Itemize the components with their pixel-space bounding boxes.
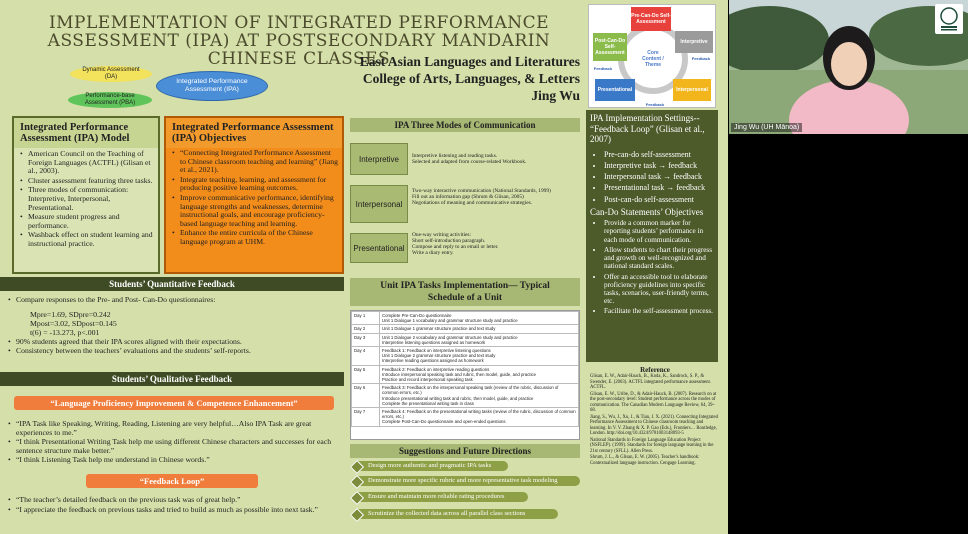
references: [590, 366, 720, 532]
task-cell: [380, 347, 579, 366]
cycle-interpretive: Interpretive: [675, 31, 713, 53]
cycle-presentational: Presentational: [595, 79, 635, 101]
mode-presentational: Presentational: [350, 233, 408, 263]
ipa-model-heading: Integrated Performance Assessment (IPA) Model: [14, 118, 158, 148]
table-row: [352, 408, 579, 427]
settings-list: [586, 148, 718, 204]
list-item: • Presentational task → feedback: [604, 183, 718, 192]
list-item: • Compare responses to the Pre- and Post- Can-Do questionnaires:: [6, 296, 338, 305]
list-item: • American Council on the Teaching of Foreign Languages (ACTFL) (Glisan et al., 2003).: [18, 150, 154, 176]
quant-heading: Students’ Quantitative Feedback: [0, 277, 344, 291]
list-item: • Three modes of communication: Interpretive, Interpersonal, Presentational.: [18, 186, 154, 212]
list-item: • “I think Presentational Writing Task help me using different Chinese characters and successes for each sentence structure make better.”: [6, 438, 342, 455]
mode-desc-line: Negotiations of meaning and communicative strategies.: [412, 200, 533, 206]
task-line: Feedback 4: Feedback on the presentational writing tasks (review of the rubric, discussion of common errors, etc.): [382, 409, 576, 420]
cycle-feedback-label: Feedback: [593, 65, 613, 71]
mode-desc-line: Short self-introduction paragraph.: [412, 238, 486, 244]
day-cell: Day 7: [352, 408, 380, 427]
participant-name: Jing Wu (UH Mānoa): [731, 123, 802, 132]
reference-item: Glisan, E. W., Uribe, D., & Adair-Hauck, B. (2007). Research on at the post-secondary level: Student performance across the modes of communication. The Canadian Modern Language Review, 64, 39–68.: [590, 391, 717, 413]
can-do-heading: Can-Do Statements’ Objectives: [590, 206, 704, 217]
future-item-2: Demonstrate more specific rubric and more representative task modeling: [358, 476, 580, 486]
list-item: • 90% students agreed that their IPA scores aligned with their expectations.: [6, 338, 338, 347]
schedule-table: [350, 310, 580, 440]
mode-desc-line: One-way writing activities:: [412, 232, 471, 238]
day-cell: Day 1: [352, 312, 380, 325]
feedback-cycle-diagram: [588, 4, 716, 108]
future-item-4: Scrutinize the collected data across all parallel class sections: [358, 509, 558, 519]
list-item: • Washback effect on student learning and instructional practice.: [18, 231, 154, 248]
reference-item: National Standards in Foreign Language Education Project (NSFLEP). (1999). Standards for foreign language learning in the 21st century (SFLL). Allen Press.: [590, 437, 714, 454]
task-line: Introduce presentational writing task and rubric, then model, guide, and practice: [382, 395, 534, 401]
task-line: Interpretive reading questions assigned as homework: [382, 358, 484, 364]
list-item: • Facilitate the self-assessment process.: [604, 307, 716, 315]
table-row: [352, 312, 579, 325]
list-item: • Integrate teaching, learning, and assessment for producing positive learning outcomes.: [170, 176, 338, 193]
cycle-core-content: Core Content / Theme: [642, 50, 664, 68]
mode-desc-line: Two-way interactive communication (National Standards, 1999): [412, 188, 551, 194]
task-line: Interpretive listening questions assigned as homework: [382, 339, 486, 345]
reference-item: Glisan, E. W., Adair-Hauck, B., Koda, K., Sandrock, S. P., & Swender, E. (2003). ACTFL integrated performance assessment. ACTFL.: [590, 374, 711, 390]
task-cell: [380, 325, 579, 333]
ipa-model-box: [12, 116, 160, 274]
dept-line-1: East Asian Languages and Literatures: [359, 54, 580, 69]
task-cell: [380, 365, 579, 384]
table-row: [352, 365, 579, 384]
task-line: Feedback 3: Feedback on the interpersonal speaking task (review of the rubric, discussion of common errors, etc.): [382, 385, 559, 396]
list-item: • “Connecting Integrated Performance Assessment to Chinese classroom teaching and learning” (Jiang et al., 2021).: [170, 149, 338, 175]
stat-t: t(6) = -13.273, p<.001: [30, 327, 100, 337]
task-line: Complete Post-Can-Do questionnaire and open-ended questions: [382, 419, 506, 425]
task-line: Feedback 2: Feedback on interpretive reading questions: [382, 366, 490, 372]
day-cell: Day 2: [352, 325, 380, 333]
list-item: • Allow students to chart their progress and growth on well-recognized and national standard scales.: [604, 246, 716, 271]
list-item: • Interpersonal task → feedback: [604, 172, 718, 181]
table-row: [352, 325, 579, 333]
reference-item: Shrum, J. L., & Glisan, E. W. (2005). Teacher's handbook: Contextualized language instruction. Cengage Learning.: [590, 455, 700, 466]
task-cell: [380, 312, 579, 325]
task-line: Complete the presentational writing task in class: [382, 400, 474, 406]
oval-ipa: Integrated Performance Assessment (IPA): [156, 71, 268, 101]
task-line: Complete Pre-Can-Do questionnaire: [382, 313, 452, 318]
day-cell: Day 6: [352, 384, 380, 408]
day-cell: Day 5: [352, 365, 380, 384]
settings-box: [586, 110, 718, 362]
settings-heading: IPA Implementation Settings-- “Feedback Loop” (Glisan et al., 2007): [590, 113, 705, 144]
author-name: Jing Wu: [531, 88, 580, 103]
reference-item: Jiang, S., Wu, J., Xu, J., & Tian, J. X. (2021). Connecting Integrated Performance Assessment to Chinese classroom teaching and learning. In V. V. Zhang & X. P. Gao (Eds.), Frontiers… Routledge, London. http://doi.org/10.4324/9781003148093-5: [590, 414, 718, 436]
mode-interpretive-desc: [412, 153, 577, 165]
ipa-objectives-box: [164, 116, 344, 274]
schedule-heading: Unit IPA Tasks Implementation— Typical Schedule of a Unit: [350, 278, 580, 306]
task-line: Unit 1 Dialogue 1 vocabulary and grammar structure study and practice: [382, 318, 518, 324]
future-item-3: Ensure and maintain more reliable rating procedures: [358, 492, 528, 502]
qual-quotes-2: [6, 496, 342, 515]
mode-desc-line: Fill out an information gap (Shrum & Glisan, 2005): [412, 194, 524, 200]
mode-desc-line: Selected and adapted from course-related Workbook.: [412, 159, 527, 165]
cycle-feedback-label: Feedback: [691, 55, 711, 61]
mode-presentational-desc: [412, 232, 577, 256]
task-line: Introduce interpersonal speaking task and rubric, then model, guide, and practice: [382, 371, 537, 377]
oval-dynamic-assessment: Dynamic Assessment (DA): [70, 66, 152, 82]
webcam-video: [729, 0, 968, 134]
list-item: • “The teacher’s detailed feedback on the previous task was of great help.”: [6, 496, 342, 505]
cycle-pre-can-do: Pre-Can-Do Self-Assessment: [631, 7, 671, 31]
ipa-objectives-list: [166, 148, 342, 249]
task-line: Unit 1 Dialogue 1 grammar structure practice and text study: [382, 326, 496, 332]
task-line: Practice and record interpersonal speaking task: [382, 377, 473, 383]
mode-interpersonal: Interpersonal: [350, 185, 408, 223]
table-row: [352, 347, 579, 366]
cycle-feedback-label: Feedback: [645, 101, 665, 107]
task-line: Unit 1 Dialogue 2 vocabulary and grammar structure study and practice: [382, 334, 518, 340]
list-item: • “I appreciate the feedback on previous tasks and tried to build as much as possible into next task.”: [6, 506, 342, 515]
table-row: [352, 384, 579, 408]
list-item: • “I think Listening Task help me understand in Chinese words.”: [6, 456, 342, 465]
qual-sub2: “Feedback Loop”: [86, 474, 258, 488]
future-item-1: Design more authentic and pragmatic IPA tasks: [358, 461, 508, 471]
qual-quotes-1: [6, 420, 342, 466]
mode-desc-line: Interpretive listening and reading tasks.: [412, 153, 498, 159]
table-row: [352, 333, 579, 346]
mode-desc-line: Compose and reply to an email or letter.: [412, 244, 499, 250]
dept-line-2: College of Arts, Languages, & Letters: [362, 71, 580, 86]
oval-pba: Performance-base Assessment (PBA): [68, 92, 152, 108]
day-cell: Day 4: [352, 347, 380, 366]
ipa-model-list: [14, 148, 158, 252]
task-cell: [380, 384, 579, 408]
future-heading: Suggestions and Future Directions: [350, 444, 580, 458]
stat-pre: Mpre=1.69, SDpre=0.242: [30, 309, 111, 319]
webcam-logo: [935, 4, 963, 34]
list-item: • Pre-can-do self-assessment: [604, 150, 718, 159]
qual-sub1: “Language Proficiency Improvement & Competence Enhancement”: [14, 396, 334, 410]
task-line: Feedback 1: Feedback on interpretive listening questions: [382, 348, 491, 354]
list-item: • Provide a common marker for reporting students’ performance in each mode of communication.: [604, 219, 716, 244]
university-seal-icon: [937, 6, 961, 32]
stat-post: Mpost=3.02, SDpost=0.145: [30, 318, 117, 328]
qual-heading: Students’ Qualitative Feedback: [0, 372, 344, 386]
references-heading: Reference: [640, 366, 670, 374]
list-item: • Offer an accessible tool to elaborate proficiency guidelines into specific tasks, scenarios, user-friendly terms, etc.: [604, 273, 716, 306]
mode-desc-line: Write a diary entry.: [412, 250, 454, 256]
webcam-tile[interactable]: [729, 0, 968, 134]
list-item: • “IPA Task like Speaking, Writing, Reading, Listening are very helpful…Also IPA Task are great experiences to me.”: [6, 420, 342, 437]
mode-interpretive: Interpretive: [350, 143, 408, 175]
list-item: • Enhance the entire curricula of the Chinese language program at UHM.: [170, 229, 338, 246]
quant-section: [0, 292, 344, 366]
can-do-list: [586, 219, 718, 315]
ipa-objectives-heading: Integrated Performance Assessment (IPA) Objectives: [166, 118, 342, 148]
list-item: • Improve communicative performance, identifying language strengths and weaknesses, determine instructional goals, and encourage proficiency-based language teaching and learning.: [170, 194, 338, 228]
list-item: • Consistency between the teachers’ evaluations and the students’ self-reports.: [6, 347, 338, 356]
task-cell: [380, 408, 579, 427]
task-cell: [380, 333, 579, 346]
list-item: • Cluster assessment featuring three tasks.: [18, 177, 154, 186]
list-item: • Measure student progress and performance.: [18, 213, 154, 230]
list-item: • Post-can-do self-assessment: [604, 195, 718, 204]
poster-title: IMPLEMENTATION OF INTEGRATED PERFORMANCE ASSESSMENT (IPA) AT POSTSECONDARY MANDARIN CHINESE CLASSES: [47, 13, 551, 69]
mode-interpersonal-desc: [412, 188, 577, 206]
day-cell: Day 3: [352, 333, 380, 346]
list-item: • Interpretive task → feedback: [604, 161, 718, 170]
modes-heading: IPA Three Modes of Communication: [350, 118, 580, 132]
task-line: Unit 1 Dialogue 2 grammar structure practice and text study: [382, 353, 496, 359]
cycle-post-can-do: Post-Can-Do Self-Assessment: [593, 33, 627, 61]
cycle-interpersonal: Interpersonal: [673, 79, 711, 101]
